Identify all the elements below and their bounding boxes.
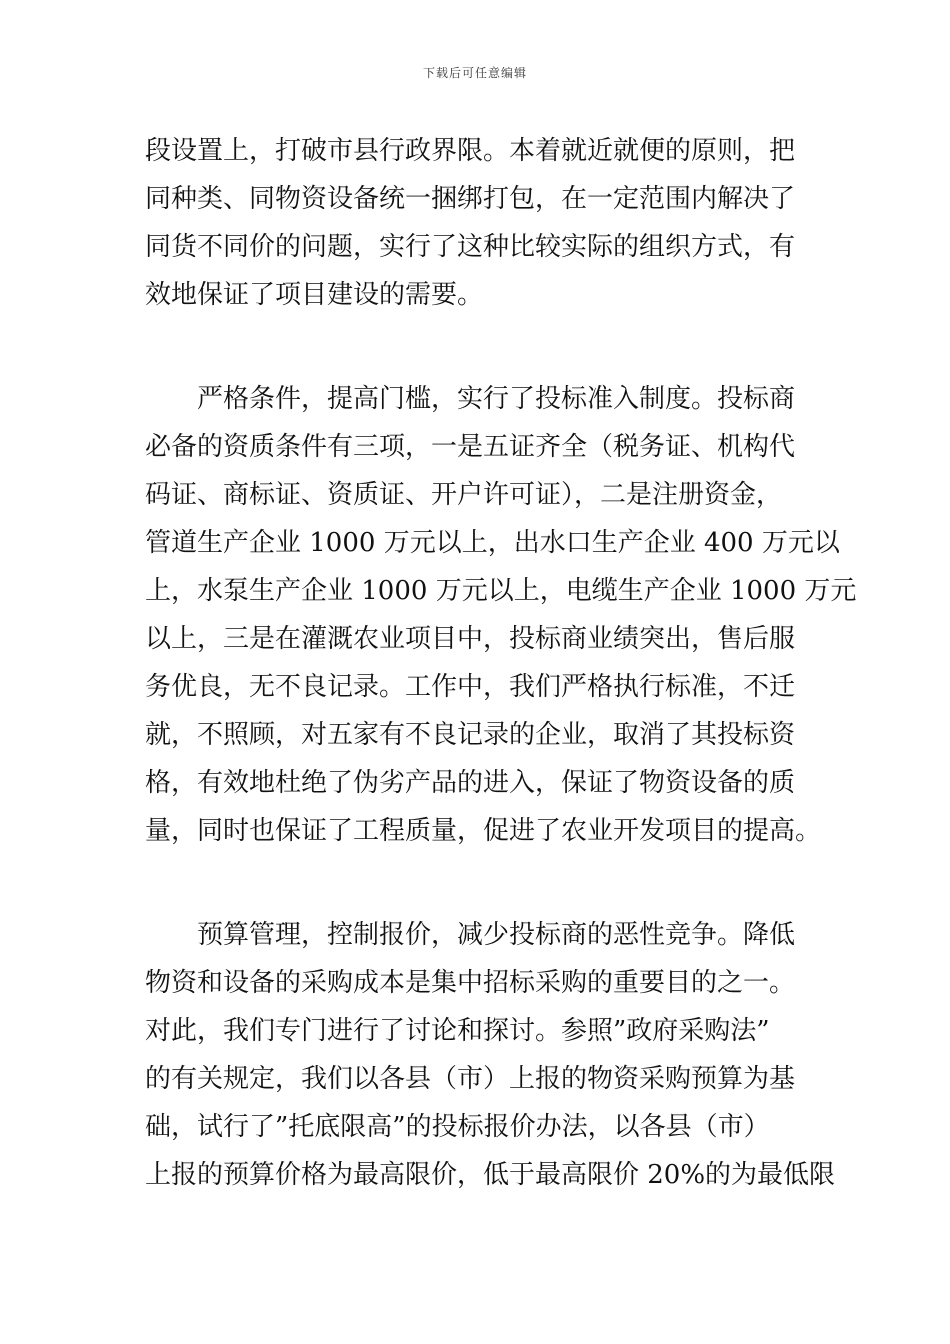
paragraph-line: 量，同时也保证了工程质量，促进了农业开发项目的提高。 — [145, 816, 822, 846]
paragraph-line: 效地保证了项目建设的需要。 — [145, 280, 484, 310]
paragraph-line: 格，有效地杜绝了伪劣产品的进入，保证了物资设备的质 — [145, 768, 796, 798]
paragraph-line: 对此，我们专门进行了讨论和探讨。参照”政府采购法” — [145, 1016, 770, 1046]
paragraph-line: 预算管理，控制报价，减少投标商的恶性竞争。降低 — [197, 920, 796, 950]
paragraph-line: 上报的预算价格为最高限价，低于最高限价 20%的为最低限 — [145, 1160, 836, 1190]
paragraph-3 — [145, 911, 836, 1199]
paragraph-line: 以上，三是在灌溉农业项目中，投标商业绩突出，售后服 — [145, 624, 796, 654]
paragraph-line: 的有关规定，我们以各县（市）上报的物资采购预算为基 — [145, 1064, 796, 1094]
paragraph-line: 严格条件，提高门槛，实行了投标准入制度。投标商 — [197, 384, 796, 414]
paragraph-line: 础，试行了”托底限高”的投标报价办法，以各县（市） — [145, 1112, 770, 1142]
paragraph-line: 上，水泵生产企业 1000 万元以上，电缆生产企业 1000 万元 — [145, 576, 857, 606]
paragraph-line: 物资和设备的采购成本是集中招标采购的重要目的之一。 — [145, 968, 796, 998]
page-header-note: 下载后可任意编辑 — [422, 66, 527, 80]
paragraph-line: 必备的资质条件有三项，一是五证齐全（税务证、机构代 — [145, 432, 796, 462]
paragraph-spacer — [145, 319, 810, 375]
paragraph-2 — [145, 375, 857, 855]
paragraph-1 — [145, 127, 810, 319]
paragraph-line: 务优良，无不良记录。工作中，我们严格执行标准，不迁 — [145, 672, 796, 702]
document-body — [145, 127, 857, 1199]
paragraph-line: 同货不同价的问题，实行了这种比较实际的组织方式，有 — [145, 232, 796, 262]
paragraph-line: 管道生产企业 1000 万元以上，出水口生产企业 400 万元以 — [145, 528, 840, 558]
paragraph-line: 同种类、同物资设备统一捆绑打包，在一定范围内解决了 — [145, 184, 796, 214]
paragraph-spacer — [145, 855, 810, 911]
paragraph-line: 段设置上，打破市县行政界限。本着就近就便的原则，把 — [145, 136, 796, 166]
paragraph-line: 就，不照顾，对五家有不良记录的企业，取消了其投标资 — [145, 720, 796, 750]
paragraph-line: 码证、商标证、资质证、开户许可证），二是注册资金， — [145, 480, 783, 510]
